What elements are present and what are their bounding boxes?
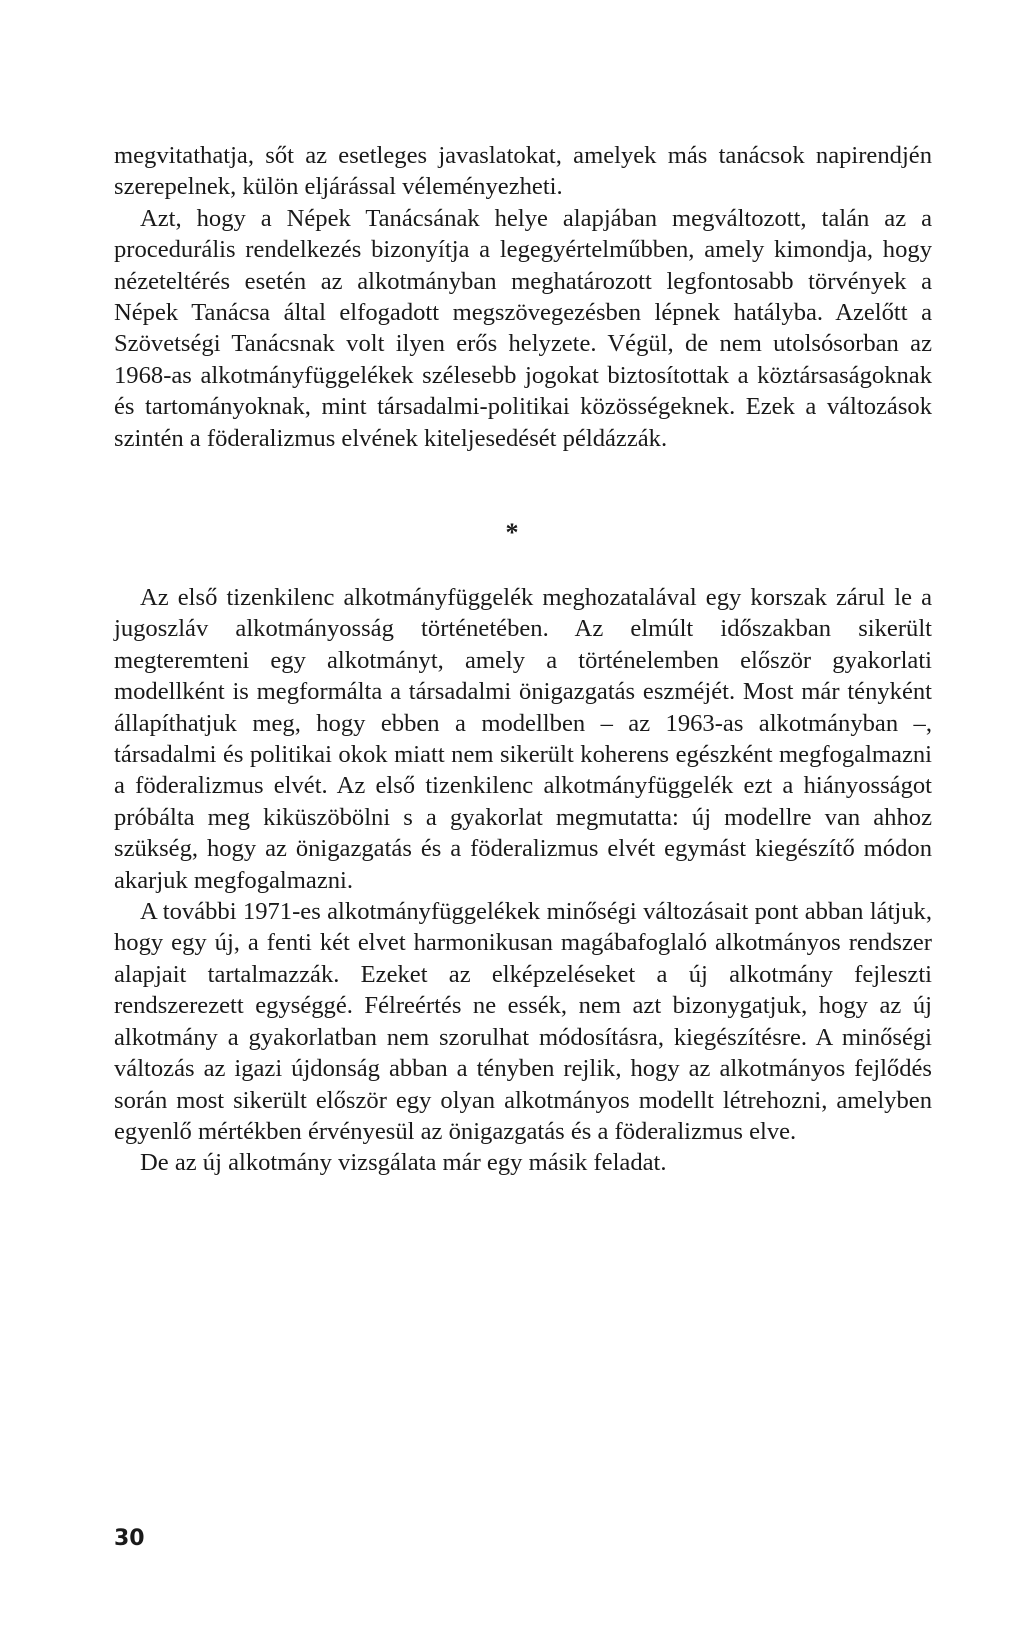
paragraph: De az új alkotmány vizsgálata már egy másik feladat. xyxy=(140,1149,667,1177)
paragraph: Az első tizenkilenc alkotmányfüggelék meghozatalával egy korszak zárul le a jugoszláv alkotmányosság történetében. Az elmúlt időszakban sikerült megteremteni egy alkotmányt, amely a történelemben először gyakorlati modellként is megformálta a társadalmi önigazgatás eszméjét. Most már tényként állapíthatjuk meg, hogy ebben a modellben – az 1963-as alkotmányban –, társadalmi és politikai okok miatt nem sikerült koherens egészként megfogalmazni a föderalizmus elvét. Az első tizenkilenc alkotmányfüggelék ezt a hiányosságot próbálta meg kiküszöbölni s a gyakorlat megmutatta: új modellre van ahhoz szükség, hogy az önigazgatás és a föderalizmus elvét egymást kiegészítő módon akarjuk megfogalmazni. xyxy=(114,584,932,894)
text-block-upper xyxy=(114,140,932,454)
paragraph: Azt, hogy a Népek Tanácsának helye alapjában megváltozott, talán az a procedurális rendelkezés bizonyítja a legegyértelműbben, amely kimondja, hogy nézeteltérés esetén az alkotmányban meghatározott legfontosabb törvények a Népek Tanácsa által elfogadott megszövegezésben lépnek hatályba. Azelőtt a Szövetségi Tanácsnak volt ilyen erős helyzete. Végül, de nem utolsósorban az 1968-as alkotmányfüggelékek szélesebb jogokat biztosítottak a köztársaságoknak és tartományoknak, mint társadalmi-politikai közösségeknek. Ezek a változások szintén a föderalizmus elvének kiteljesedését példázzák. xyxy=(114,204,932,452)
section-separator-asterisk: * xyxy=(505,518,519,547)
paragraph: A további 1971-es alkotmányfüggelékek minőségi változásait pont abban látjuk, hogy egy új, a fenti két elvet harmonikusan magábafoglaló alkotmányos rendszer alapjait tartalmazzák. Ezeket az elképzeléseket a új alkotmány fejleszti rendszerezett egységgé. Félreértés ne essék, nem azt bizonygatjuk, hogy az új alkotmány a gyakorlatban nem szorulhat módosításra, kiegészítésre. A minőségi változás az igazi újdonság abban a tényben rejlik, hogy az alkotmányos fejlődés során most sikerült először egy olyan alkotmányos modellt létrehozni, amelyben egyenlő mértékben érvényesül az önigazgatás és a föderalizmus elve. xyxy=(114,898,932,1145)
page-number: 30 xyxy=(114,1526,145,1551)
paragraph-continuation: megvitathatja, sőt az esetleges javaslatokat, amelyek más tanácsok napirendjén szerepelnek, külön eljárással véleményezheti. xyxy=(114,142,932,201)
text-block-lower xyxy=(114,582,932,1179)
